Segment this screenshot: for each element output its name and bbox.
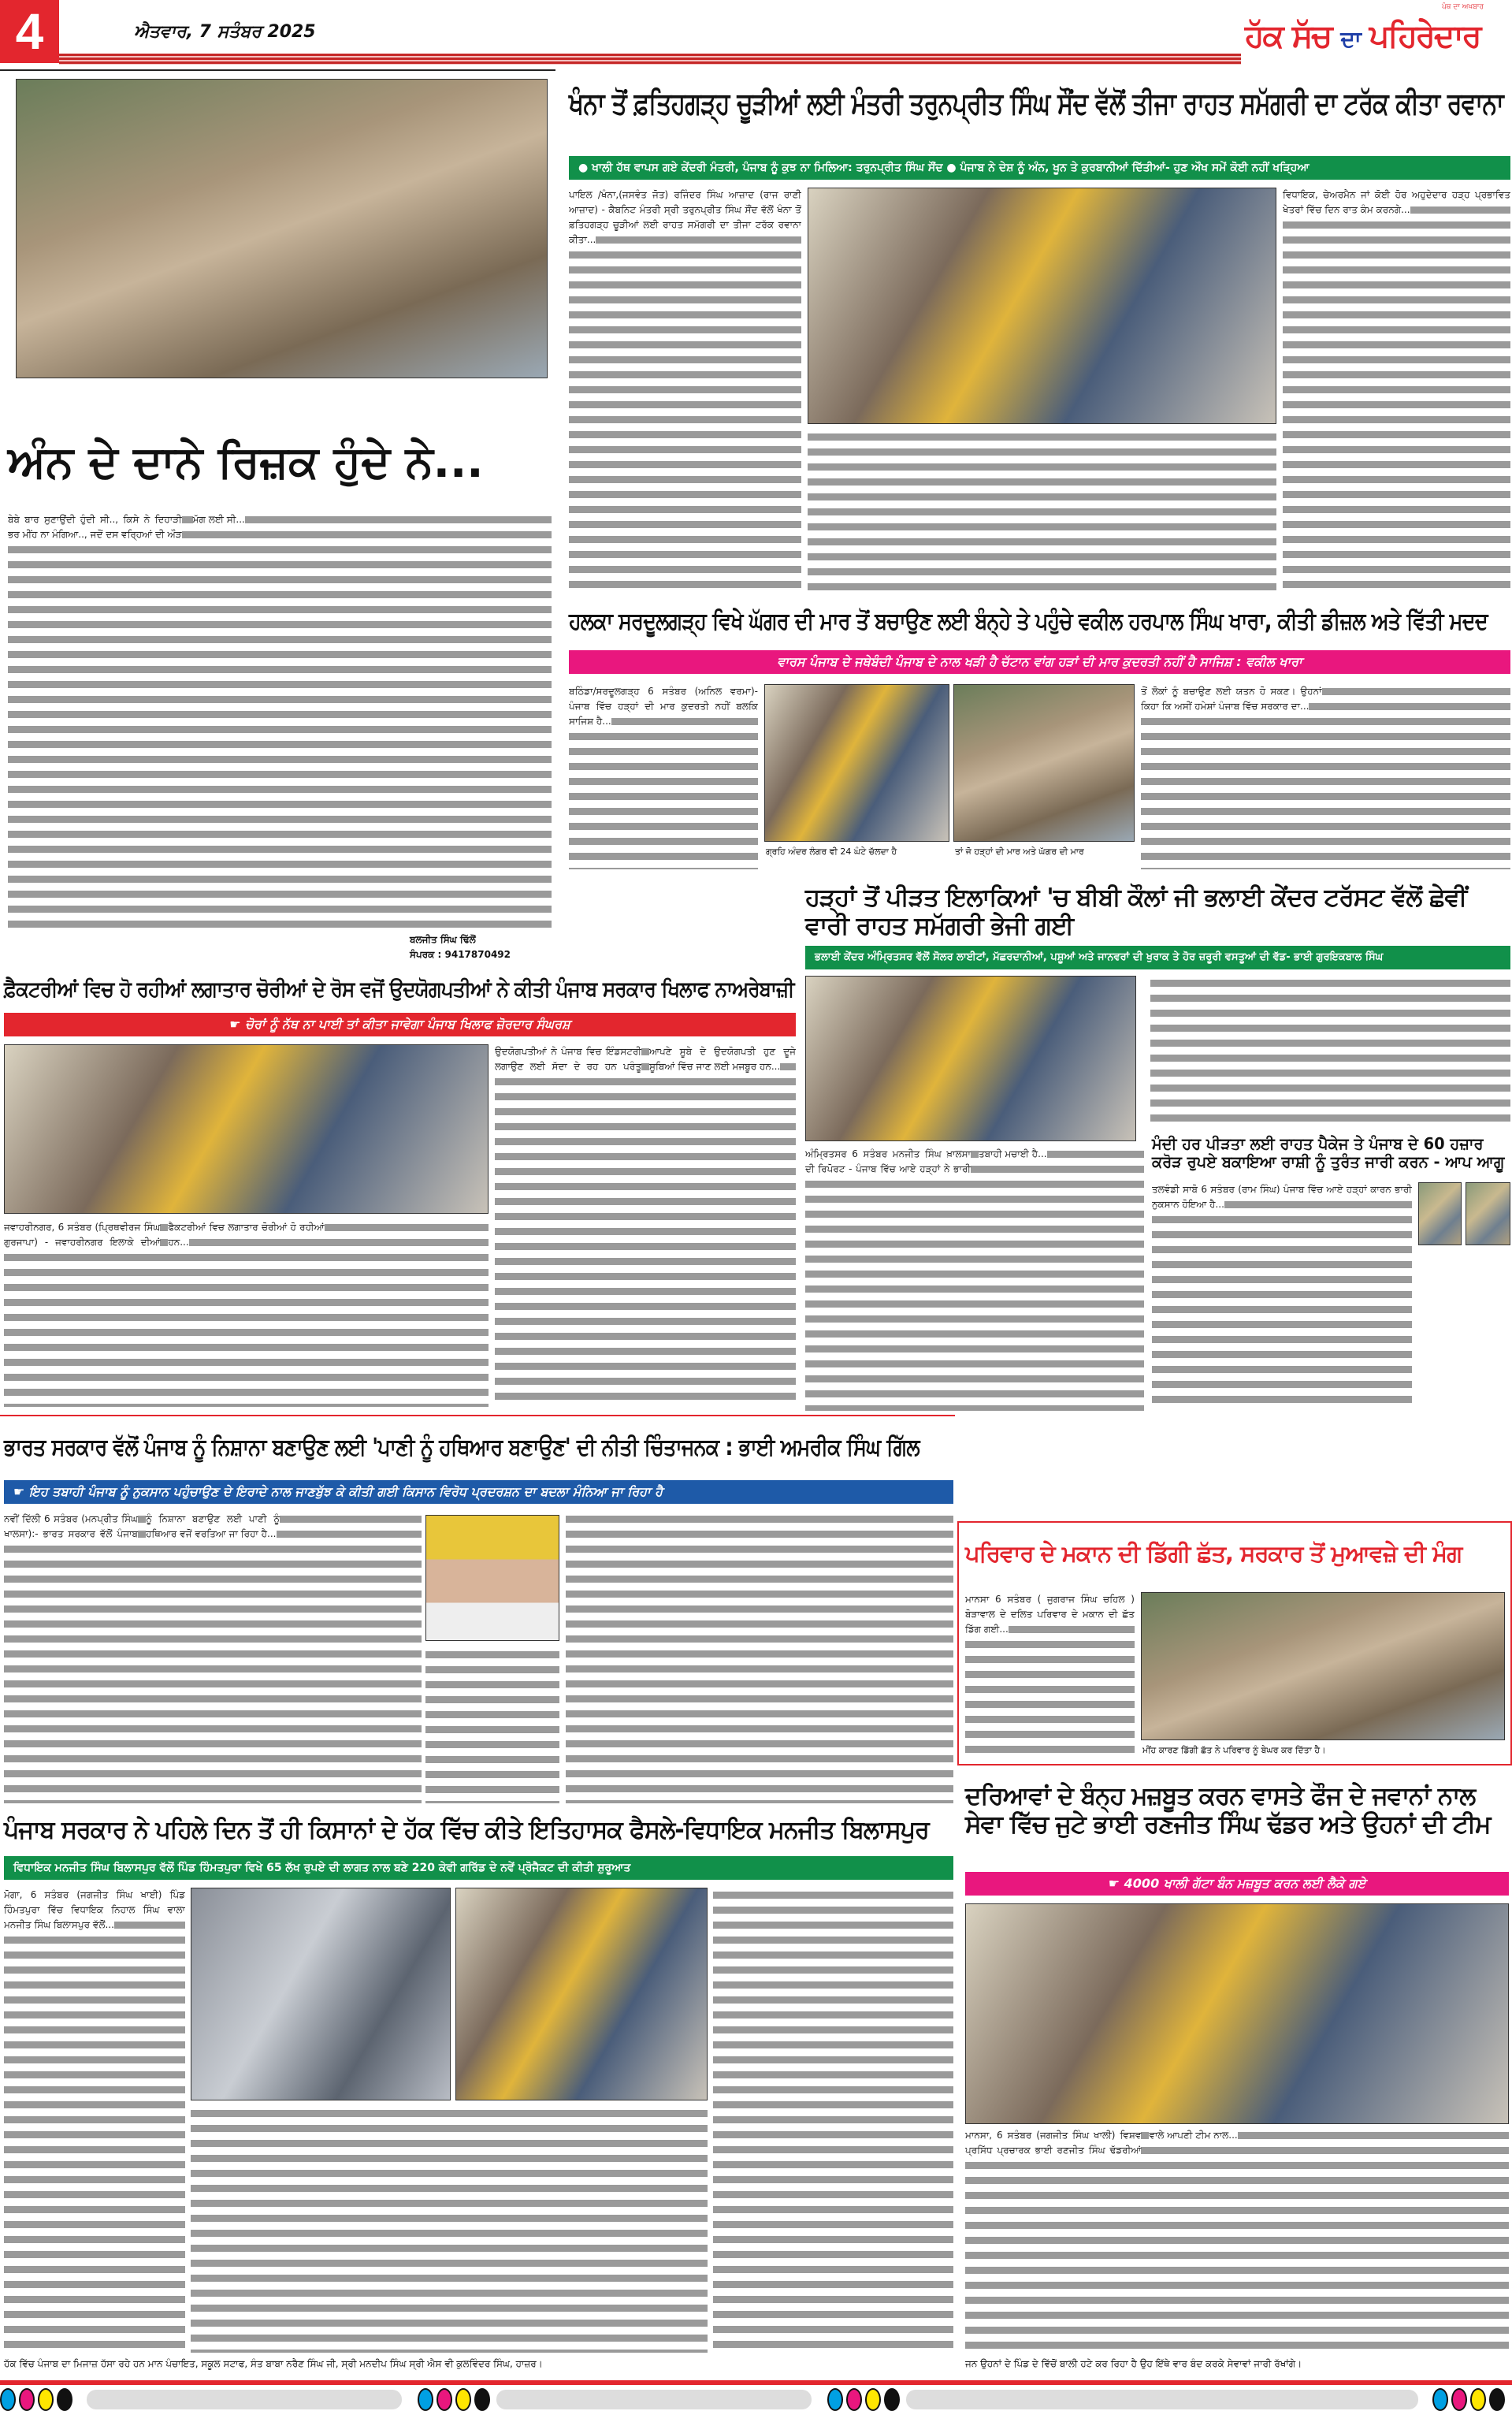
cmyk-registration-mark [827,2388,906,2411]
body-text: ਤਲਵੰਡੀ ਸਾਬੋ 6 ਸਤੰਬਰ (ਰਾਮ ਸਿੰਘ) ਪੰਜਾਬ ਵਿੱਚ ਆਏ ਹੜ੍ਹਾਂ ਕਾਰਨ ਭਾਰੀ ਨੁਕਸਾਨ ਹੋਇਆ ਹੈ... [1152,1184,1412,1210]
article-subheadline [4,1013,796,1036]
flood-photo [16,79,548,378]
article-headline: ਹੜ੍ਹਾਂ ਤੋਂ ਪੀੜਤ ਇਲਾਕਿਆਂ 'ਚ ਬੀਬੀ ਕੌਲਾਂ ਜੀ ਭਲਾਈ ਕੇਂਦਰ ਟਰੱਸਟ ਵੱਲੋਂ ਛੇਵੀਂ ਵਾਰੀ ਰਾਹਤ ਸਮੱਗਰੀ ਭੇਜੀ ਗਈ [805,884,1467,940]
article-body [8,512,552,930]
article-body-right [1150,976,1510,1129]
article-photo [805,976,1136,1141]
article-subheadline [569,156,1510,180]
article-headline: ਭਾਰਤ ਸਰਕਾਰ ਵੱਲੋਂ ਪੰਜਾਬ ਨੂੰ ਨਿਸ਼ਾਨਾ ਬਣਾਉਣ ਲਈ 'ਪਾਣੀ ਨੂੰ ਹਥਿਆਰ ਬਣਾਉਣ' ਦੀ ਨੀਤੀ ਚਿੰਤਾਜਨਕ : ਭਾਈ ਅਮਰੀਕ ਸਿੰਘ ਗਿੱਲ [4,1434,919,1461]
logo-mid: ਦਾ [1340,26,1360,52]
body-text: ਨਵੀਂ ਦਿੱਲੀ 6 ਸਤੰਬਰ (ਮਨਪ੍ਰੀਤ ਸਿੰਘ ਖਾਲਸਾ):- ਭਾਰਤ ਸਰਕਾਰ ਵੱਲੋਂ ਪੰਜਾਬ ਨੂੰ ਨਿਸ਼ਾਨਾ ਬਣਾਉਣ ਲਈ ਪਾਣੀ ਨੂੰ ਹਥਿਆਰ ਵਜੋਂ ਵਰਤਿਆ ਜਾ ਰਿਹਾ ਹੈ... [4,1513,280,1539]
portrait-photo [425,1515,559,1641]
article-subheadline [965,1872,1509,1896]
article-body-right [713,1888,953,2353]
body-text: ਮੋਗਾ, 6 ਸਤੰਬਰ (ਜਗਜੀਤ ਸਿੰਘ ਖਾਈ) ਪਿੰਡ ਹਿੰਮਤਪੁਰਾ ਵਿੱਚ ਵਿਧਾਇਕ ਨਿਹਾਲ ਸਿੰਘ ਵਾਲਾ ਮਨਜੀਤ ਸਿੰਘ ਬਿਲਾਸਪੁਰ ਵੱਲੋਂ... [4,1889,185,1930]
body-text: ਉਦਯੋਗਪਤੀਆਂ ਨੇ ਪੰਜਾਬ ਵਿਚ ਇੰਡਸਟਰੀ ਲਗਾਉਣ ਲਈ ਸੱਦਾ ਦੇ ਰਹ ਹਨ ਪਰੰਤੂ ਆਪਣੇ ਸੂਬੇ ਦੇ ਉਦਯੋਗਪਤੀ ਹੁਣ ਦੂਜੇ ਸੂਬਿਆਂ ਵਿੱਚ ਜਾਣ ਲਈ ਮਜਬੂਰ ਹਨ... [495,1046,796,1072]
article-headline: ਫ਼ੈਕਟਰੀਆਂ ਵਿਚ ਹੋ ਰਹੀਆਂ ਲਗਾਤਾਰ ਚੋਰੀਆਂ ਦੇ ਰੋਸ ਵਜੋਂ ਉਦਯੋਗਪਤੀਆਂ ਨੇ ਕੀਤੀ ਪੰਜਾਬ ਸਰਕਾਰ ਖਿਲਾਫ ਨਾਅਰੇਬਾਜ਼ੀ [4,977,794,1002]
print-mark [906,2390,1418,2409]
article-body [569,188,801,590]
photo-caption: ਮੀਂਹ ਕਾਰਣ ਡਿੱਗੀ ਛੱਤ ਨੇ ਪਰਿਵਾਰ ਨੂੰ ਬੇਘਰ ਕਰ ਦਿੱਤਾ ਹੈ। [1142,1745,1326,1755]
photo-caption: ਤਾਂ ਜੋ ਹੜ੍ਹਾਂ ਦੀ ਮਾਰ ਅਤੇ ਘੱਗਰ ਦੀ ਮਾਰ [955,846,1084,857]
author: ਬਲਜੀਤ ਸਿੰਘ ਢਿੱਲੋਂ [410,934,476,945]
body-text: ਜਵਾਹਰੀਨਗਰ, 6 ਸਤੰਬਰ (ਪ੍ਰਿਥਵੀਰਜ ਸਿੰਘ ਗੁਰਜਾਪਾ) - ਜਵਾਹਰੀਨਗਰ ਇਲਾਕੇ ਦੀਆਂ ਫੈਕਟਰੀਆਂ ਵਿਚ ਲਗਾਤਾਰ ਚੋਰੀਆਂ ਹੋ ਰਹੀਆਂ ਹਨ... [4,1222,325,1248]
article-headline: ਖੰਨਾ ਤੋਂ ਫ਼ਤਿਹਗੜ੍ਹ ਚੂੜੀਆਂ ਲਈ ਮੰਤਰੀ ਤਰੁਨਪ੍ਰੀਤ ਸਿੰਘ ਸੌਂਦ ਵੱਲੋਂ ਤੀਜਾ ਰਾਹਤ ਸਮੱਗਰੀ ਦਾ ਟਰੱਕ ਕੀਤਾ ਰਵਾਨਾ [569,86,1503,121]
cmyk-registration-mark [1432,2388,1511,2411]
masthead-rule [59,54,1241,65]
article-photo [1141,1592,1505,1740]
subheadline-text: ☛ ਚੋਰਾਂ ਨੂੰ ਨੱਥ ਨਾ ਪਾਈ ਤਾਂ ਕੀਤਾ ਜਾਵੇਗਾ ਪੰਜਾਬ ਖਿਲਾਫ ਜ਼ੋਰਦਾਰ ਸੰਘਰਸ਼ [229,1017,570,1032]
divider [0,69,555,71]
issue-date: ਐਤਵਾਰ, 7 ਸਤੰਬਰ 2025 [134,22,316,42]
article-body [1152,1182,1412,1411]
article-photo [808,188,1276,424]
article-body-continued [566,1512,953,1803]
article-photo [965,1903,1509,2124]
article-headline: ਦਰਿਆਵਾਂ ਦੇ ਬੰਨ੍ਹ ਮਜ਼ਬੂਤ ਕਰਨ ਵਾਸਤੇ ਫੌਜ ਦੇ ਜਵਾਨਾਂ ਨਾਲ ਸੇਵਾ ਵਿੱਚ ਜੁਟੇ ਭਾਈ ਰਣਜੀਤ ਸਿੰਘ ਢੱਡਰ ਅਤੇ ਉਹਨਾਂ ਦੀ ਟੀਮ [965,1782,1491,1839]
article-closing: ਜਨ ਉਹਨਾਂ ਦੇ ਪਿੰਡ ਦੇ ਵਿੱਚੋਂ ਬਾਲੀ ਹਟੇ ਕਰ ਰਿਹਾ ਹੈ ਉਹ ਇੱਥੇ ਵਾਰ ਬੰਦ ਕਰਕੇ ਸੇਵਾਵਾਂ ਜਾਰੀ ਰੱਖਾਂਗੇ। [965,2358,1302,2369]
cmyk-registration-mark [0,2388,79,2411]
article-body-continued [425,1647,559,1803]
body-text: ਤੋਂ ਲੋਕਾਂ ਨੂੰ ਬਚਾਉਣ ਲਈ ਯਤਨ ਹੋ ਸਕਣ। ਉਹਨਾਂ ਕਿਹਾ ਕਿ ਅਸੀਂ ਹਮੇਸ਼ਾਂ ਪੰਜਾਬ ਵਿੱਚ ਸਰਕਾਰ ਦਾ... [1141,686,1322,712]
article-body [569,684,758,869]
subheadline-text: ਵਾਰਸ ਪੰਜਾਬ ਦੇ ਜਥੇਬੰਦੀ ਪੰਜਾਬ ਦੇ ਨਾਲ ਖੜੀ ਹੈ ਚੱਟਾਨ ਵਾਂਗ ਹੜਾਂ ਦੀ ਮਾਰ ਕੁਦਰਤੀ ਨਹੀਂ ਹੈ ਸਾਜਿਸ਼ : ਵਕੀਲ ਖਾਰਾ [777,654,1302,669]
article-body [4,1888,185,2353]
article-closing: ਹੱਕ ਵਿੱਚ ਪੰਜਾਬ ਦਾ ਮਿਜਾਜ਼ ਹੱਸਾ ਰਹੇ ਹਨ ਮਾਨ ਪੰਚਾਇਤ, ਸਕੂਲ ਸਟਾਫ, ਸੰਤ ਬਾਬਾ ਨਰੈਣ ਸਿੰਘ ਜੀ, ਸ੍ਰੀ ਮਨਦੀਪ ਸਿੰਘ ਸ੍ਰੀ ਐਸ ਵੀ ਕੁਲਵਿੰਦਰ ਸਿੰਘ, ਹਾਜ਼ਰ। [4,2358,543,2369]
photo-caption: ਗ੍ਰਹਿ ਅੰਦਰ ਲੰਗਰ ਵੀ 24 ਘੰਟੇ ਚੱਲਦਾ ਹੈ [766,846,897,857]
article-headline: ਹਲਕਾ ਸਰਦੂਲਗੜ੍ਹ ਵਿਖੇ ਘੱਗਰ ਦੀ ਮਾਰ ਤੋਂ ਬਚਾਉਣ ਲਈ ਬੰਨ੍ਹੇ ਤੇ ਪਹੁੰਚੇ ਵਕੀਲ ਹਰਪਾਲ ਸਿੰਘ ਖਾਰਾ, ਕੀਤੀ ਡੀਜ਼ਲ ਅਤੇ ਵਿੱਤੀ ਮਦਦ [569,608,1488,635]
subheadline-text: ● ਖਾਲੀ ਹੱਥ ਵਾਪਸ ਗਏ ਕੇਂਦਰੀ ਮੰਤਰੀ, ਪੰਜਾਬ ਨੂੰ ਕੁਝ ਨਾ ਮਿਲਿਆ: ਤਰੁਨਪ੍ਰੀਤ ਸਿੰਘ ਸੌਂਦ ● ਪੰਜਾਬ ਨੇ ਦੇਸ਼ ਨੂੰ ਅੰਨ, ਖੂਨ ਤੇ ਕੁਰਬਾਨੀਆਂ ਦਿੱਤੀਆਂ- ਹੁਣ ਔਖ ਸਮੇਂ ਕੋਈ ਨਹੀਂ ਖੜ੍ਹਿਆ [578,162,1310,174]
logo-left: ਹੱਕ ਸੱਚ [1245,18,1332,54]
article-body-right [1141,684,1510,869]
article-body-continued [808,430,1276,591]
portrait-photo [1418,1182,1462,1245]
subheadline-text: ☛ 4000 ਖਾਲੀ ਗੱਟਾ ਬੰਨ ਮਜ਼ਬੂਤ ਕਰਨ ਲਈ ਲੈਕੇ ਗਏ [1108,1876,1366,1891]
logo-right: ਪਹਿਰੇਦਾਰ [1369,18,1480,54]
divider [0,1415,955,1416]
article-body [965,2128,1509,2349]
article-body-right [1283,188,1510,591]
author-contact: ਸੰਪਰਕ : 9417870492 [410,949,511,960]
article-headline: ਮੰਦੀ ਹਰ ਪੀੜਤਾ ਲਈ ਰਾਹਤ ਪੈਕੇਜ ਤੇ ਪੰਜਾਬ ਦੇ 60 ਹਜ਼ਾਰ ਕਰੋੜ ਰੁਪਏ ਬਕਾਇਆ ਰਾਸ਼ੀ ਨੂੰ ਤੁਰੰਤ ਜਾਰੀ ਕਰਨ - ਆਪ ਆਗੂ [1152,1134,1505,1171]
body-text: ਪਾਇਲ /ਖੰਨਾ,(ਜਸਵੰਤ ਜੋਤ) ਰਜਿੰਦਰ ਸਿੰਘ ਆਜ਼ਾਦ (ਰਾਜ ਰਾਣੀ ਆਜ਼ਾਦ) - ਕੈਬਨਿਟ ਮੰਤਰੀ ਸ੍ਰੀ ਤਰੁਨਪ੍ਰੀਤ ਸਿੰਘ ਸੌਂਦ ਵੱਲੋਂ ਖੰਨਾ ਤੋਂ ਫ਼ਤਿਹਗੜ੍ਹ ਚੂੜੀਆਂ ਲਈ ਰਾਹਤ ਸਮੱਗਰੀ ਦਾ ਤੀਜਾ ਟਰੱਕ ਰਵਾਨਾ ਕੀਤਾ... [569,189,801,245]
article-headline: ਪੰਜਾਬ ਸਰਕਾਰ ਨੇ ਪਹਿਲੇ ਦਿਨ ਤੋਂ ਹੀ ਕਿਸਾਨਾਂ ਦੇ ਹੱਕ ਵਿੱਚ ਕੀਤੇ ਇਤਿਹਾਸਕ ਫੈਸਲੇ-ਵਿਧਾਇਕ ਮਨਜੀਤ ਬਿਲਾਸਪੁਰ [4,1816,929,1844]
article-subheadline [569,650,1510,674]
body-text: ਬੇਬੇ ਬਾਰ ਸੁਣਾਉਂਦੀ ਹੁੰਦੀ ਸੀ.., ਕਿਸੇ ਨੇ ਦਿਹਾੜੀ ਭਰ ਮੀਂਹ ਨਾ ਮੰਗਿਆ.., ਜਦੋਂ ਦਸ ਵਰ੍ਹਿਆਂ ਦੀ ਔੜ ਮੱਗ ਲਈ ਸੀ... [8,514,245,540]
article-body-continued [4,1220,489,1407]
article-photo [4,1044,489,1214]
article-body [4,1512,422,1803]
article-headline: ਪਰਿਵਾਰ ਦੇ ਮਕਾਨ ਦੀ ਡਿੱਗੀ ਛੱਤ, ਸਰਕਾਰ ਤੋਂ ਮੁਆਵਜ਼ੇ ਦੀ ਮੰਗ [965,1540,1462,1567]
subheadline-text: ਵਿਧਾਇਕ ਮਨਜੀਤ ਸਿੰਘ ਬਿਲਾਸਪੁਰ ਵੱਲੋਂ ਪਿੰਡ ਹਿੰਮਤਪੁਰਾ ਵਿਖੇ 65 ਲੱਖ ਰੁਪਏ ਦੀ ਲਾਗਤ ਨਾਲ ਬਣੇ 220 ਕੇਵੀ ਗਰਿੱਡ ਦੇ ਨਵੇਂ ਪ੍ਰੋਜੈਕਟ ਦੀ ਕੀਤੀ ਸ਼ੁਰੂਆਤ [13,1862,631,1874]
page-number: 4 [0,0,59,63]
article-body [495,1044,796,1407]
body-text: ਅੰਮ੍ਰਿਤਸਰ 6 ਸਤੰਬਰ ਮਨਜੀਤ ਸਿੰਘ ਖ਼ਾਲਸਾ ਦੀ ਰਿਪੋਰਟ - ਪੰਜਾਬ ਵਿੱਚ ਆਏ ਹੜ੍ਹਾਂ ਨੇ ਭਾਰੀ ਤਬਾਹੀ ਮਚਾਈ ਹੈ... [805,1148,1047,1174]
article-body-continued [191,2106,708,2353]
article-body [805,1147,1144,1411]
cmyk-registration-mark [418,2388,496,2411]
article-subheadline [4,1856,953,1880]
article-photo [455,1888,708,2100]
logo-tagline: ਪੰਥ ਦਾ ਅਖ਼ਬਾਰ [1442,3,1484,11]
article-photo [953,684,1135,842]
article-photo [764,684,949,842]
subheadline-text: ☛ ਇਹ ਤਬਾਹੀ ਪੰਜਾਬ ਨੂੰ ਨੁਕਸਾਨ ਪਹੁੰਚਾਉਣ ਦੇ ਇਰਾਦੇ ਨਾਲ ਜਾਣਬੁੱਝ ਕੇ ਕੀਤੀ ਗਈ ਕਿਸਾਨ ਵਿਰੋਧ ਪ੍ਰਦਰਸ਼ਨ ਦਾ ਬਦਲਾ ਮੰਨਿਆ ਜਾ ਰਿਹਾ ਹੈ [13,1484,663,1499]
print-mark [87,2390,402,2409]
body-text: ਵਿਧਾਇਕ, ਚੇਅਰਮੈਨ ਜਾਂ ਕੋਈ ਹੋਰ ਅਹੁਦੇਦਾਰ ਹੜ੍ਹ ਪ੍ਰਭਾਵਿਤ ਖੇਤਰਾਂ ਵਿੱਚ ਦਿਨ ਰਾਤ ਕੰਮ ਕਰਨਗੇ... [1283,189,1510,215]
article-subheadline [805,946,1510,969]
portrait-photo [1466,1182,1510,1245]
subheadline-text: ਭਲਾਈ ਕੇਂਦਰ ਅੰਮ੍ਰਿਤਸਰ ਵੱਲੋਂ ਸੋਲਰ ਲਾਈਟਾਂ, ਮੱਛਰਦਾਨੀਆਂ, ਪਸ਼ੂਆਂ ਅਤੇ ਜਾਨਵਰਾਂ ਦੀ ਖੁਰਾਕ ਤੇ ਹੋਰ ਜ਼ਰੂਰੀ ਵਸਤੂਆਂ ਦੀ ਵੱਡ- ਭਾਈ ਗੁਰਇਕਬਾਲ ਸਿੰਘ [815,951,1384,963]
article-headline: ਅੰਨ ਦੇ ਦਾਨੇ ਰਿਜ਼ਕ ਹੁੰਦੇ ਨੇ... [8,437,484,488]
article-photo [191,1888,451,2100]
print-mark [496,2390,812,2409]
article-subheadline [4,1480,953,1504]
newspaper-logo [1245,17,1509,58]
footer-rule [0,2380,1512,2385]
body-text: ਬਠਿੰਡਾ/ਸਰਦੂਲਗੜ੍ਹ 6 ਸਤੰਬਰ (ਅਨਿਲ ਵਰਮਾ)- ਪੰਜਾਬ ਵਿੱਚ ਹੜ੍ਹਾਂ ਦੀ ਮਾਰ ਕੁਦਰਤੀ ਨਹੀਂ ਬਲਕਿ ਸਾਜਿਸ਼ ਹੈ... [569,686,758,727]
body-text: ਮਾਨਸਾ, 6 ਸਤੰਬਰ (ਜਗਜੀਤ ਸਿੰਘ ਖਾਲੀ) ਵਿਸ਼ਵ ਪ੍ਰਸਿੱਧ ਪ੍ਰਚਾਰਕ ਭਾਈ ਰਣਜੀਤ ਸਿੰਘ ਢੱਡਰੀਆਂ ਵਾਲੇ ਆਪਣੀ ਟੀਮ ਨਾਲ... [965,2130,1238,2156]
article-body [965,1592,1135,1758]
body-text: ਮਾਨਸਾ 6 ਸਤੰਬਰ ( ਜੁਗਰਾਜ ਸਿੰਘ ਚਹਿਲ ) ਬੋੜਾਵਾਲ ਦੇ ਦਲਿਤ ਪਰਿਵਾਰ ਦੇ ਮਕਾਨ ਦੀ ਛੱਤ ਡਿੱਗ ਗਈ... [965,1594,1135,1635]
